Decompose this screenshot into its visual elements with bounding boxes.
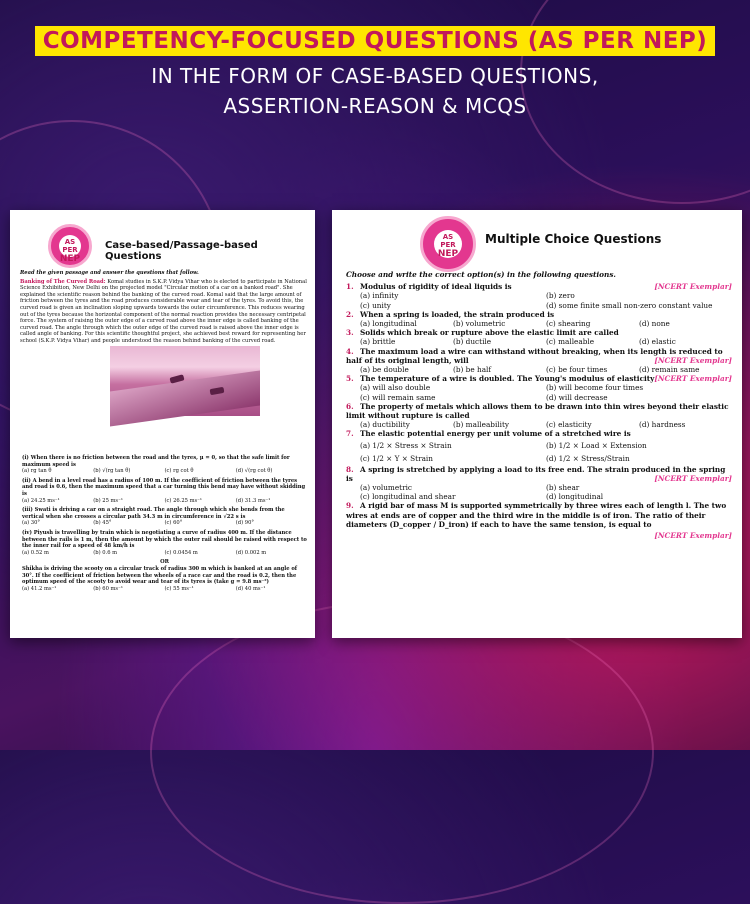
mcq-question: 7. The elastic potential energy per unit volume of a stretched wire is (a) 1/2 × Stress × Strain (b) 1/2 × Load × Extension (c) 1/2 × Y × Strain (d) 1/2 × Stress/Strain (346, 429, 647, 463)
instruction: Read the given passage and answer the questions that follow. (20, 270, 199, 276)
case-based-page (10, 210, 315, 638)
mcq-question: 2. When a spring is loaded, the strain produced is (a) longitudinal (b) volumetric (c) shearing (d) none (346, 309, 670, 329)
question-block: (iii) Swati is driving a car on a straight road. The angle through which she bends from the vertical when she crosses a circular path 34.3 m in circumference in √22 s is (a) 30° (b) 45° (c) 60° (d) 90° (22, 507, 285, 527)
banner-subheadline-2: ASSERTION-REASON & MCQS (223, 94, 527, 118)
banner-subheadline-1: IN THE FORM OF CASE-BASED QUESTIONS, (151, 64, 599, 88)
section-title: Case-based/Passage-based Questions (105, 240, 258, 262)
mcq-question: 9. A rigid bar of mass M is supported symmetrically by three wires each of length l. The two wires at ends are of copper and the third wire in the middle is of iron. The ratio of their diameters (D_copper / D_iron) if each to have the same tension, is equal to [NCERT Exemplar] (346, 501, 732, 541)
banner-headline: COMPETENCY-FOCUSED QUESTIONS (AS PER NEP) (0, 26, 750, 56)
passage: Banking of The Curved Road: Komal studies in S.K.P. Vidya Vihar who is elected to participate in National Science Exhibition, New Delhi on the projected model "Circular motion of a car on a banked road". She explained the scientific reason behind the banking of the curved road. Komal said that the large amount of friction between the tyres and the road produces considerable wear and tear of the tyres. To avoid this, the curved road is given an inclination sloping upwards towards the outer circumference. This reduces wearing out of the tyres because the horizontal component of the normal reaction provides the necessary centripetal force. The system of raising the outer edge of a curved road above the inner edge is called banking of the curved road. The angle through which the outer edge of the curved road is raised above the inner edge is called angle of banking. For this scientific thoughtful project, she achieved best reward for representing her school (S.K.P. Vidya Vihar) and people understood the reason behind banking of the curved road. (20, 278, 307, 344)
nep-badge: AS PER NEP (420, 216, 476, 272)
question-block: (i) When there is no friction between the road and the tyres, μ = 0, so that the safe limit for maximum speed is (a) rg tan θ (b) √(rg tan θ) (c) rg cot θ (d) √(rg cot θ) (22, 455, 290, 475)
mcq-question: 6. The property of metals which allows them to be drawn into thin wires beyond their elastic limit without rupture is called (a) ductibility (b) malleability (c) elasticity (d) hardness (346, 401, 729, 430)
question-block: OR Shikha is driving the scooty on a circular track of radius 300 m which is banked at an angle of 30°. If the coefficient of friction between the wheels of a race car and the road is 0.2, then the optimum speed of the scooty to avoid wear and tear of its tyres is (take g = 9.8 ms⁻²) (a) 41.2 ms⁻¹ (b) 60 ms⁻¹ (c) 55 ms⁻¹ (d) 40 ms⁻¹ (22, 559, 298, 592)
question-block: (ii) A bend in a level road has a radius of 100 m. If the coefficient of friction between the tyres and road is 0.6, then the maximum speed that a car turning this bend may have without skidding is (a) 24.25 ms⁻¹ (b) 25 ms⁻¹ (c) 26.25 ms⁻¹ (d) 31.3 ms⁻¹ (22, 477, 306, 504)
banked-road-image (110, 346, 260, 416)
mcq-question: 3. Solids which break or rupture above the elastic limit are called (a) brittle (b) ductile (c) malleable (d) elastic (346, 328, 676, 347)
mcq-question: 8. A spring is stretched by applying a load to its free end. The strain produced in the spring is [NCERT Exemplar] (a) volumetric (b) shear (c) longitudinal and shear (d) longitudinal (346, 464, 732, 502)
background-swirl (150, 600, 654, 904)
section-title: Multiple Choice Questions (485, 232, 662, 246)
mcq-question: 5. The temperature of a wire is doubled. The Young's modulus of elasticity [NCERT Exemplar] (a) will also double (b) will become four times (c) will remain same (d) will decrease (346, 374, 732, 402)
mcq-page (332, 210, 742, 638)
nep-badge: AS PER NEP (48, 224, 92, 268)
mcq-question: 4. The maximum load a wire can withstand without breaking, when its length is reduced to half of its original length, will [NCERT Exemplar] (a) be double (b) be half (c) be four times (d) remain same (346, 346, 732, 375)
question-block: (iv) Piyush is travelling by train which is negotiating a curve of radius 400 m. If the distance between the rails is 1 m, then the amount by which the outer rail should be raised with respect to the inner rail for a speed of 48 km/h is (a) 0.52 m (b) 0.6 m (c) 0.0454 m (d) 0.002 m (22, 529, 307, 556)
instruction: Choose and write the correct option(s) in the following questions. (346, 270, 616, 279)
mcq-question: 1. Modulus of rigidity of ideal liquids is [NCERT Exemplar] (a) infinity (b) zero (c) unity (d) some finite small non-zero constant value (346, 282, 732, 310)
